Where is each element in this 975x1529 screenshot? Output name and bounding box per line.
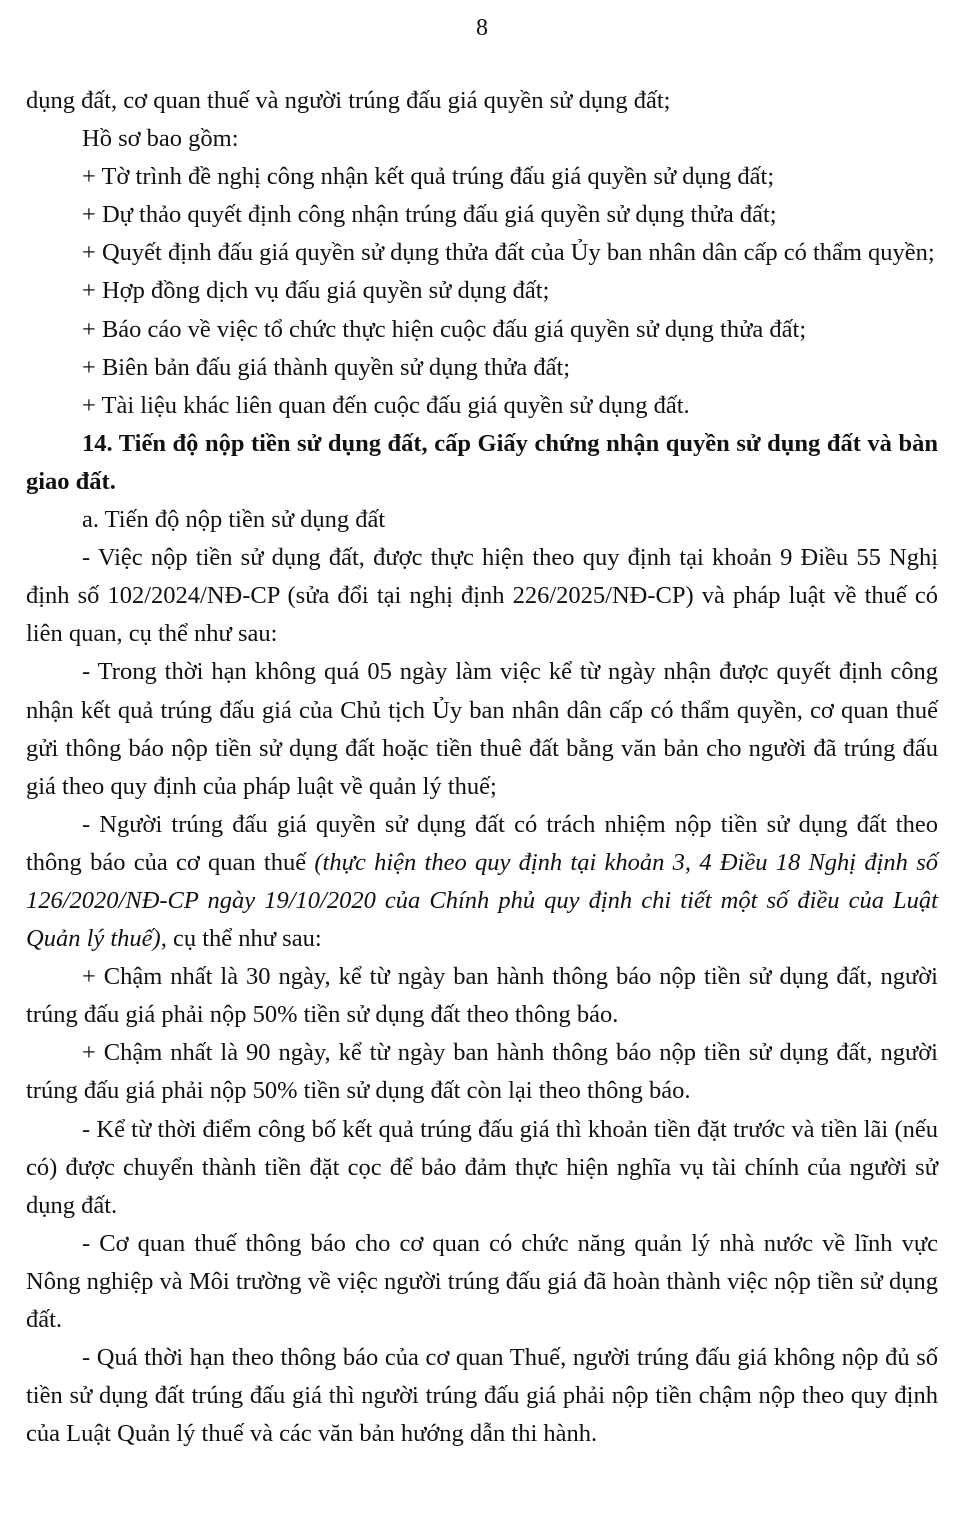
paragraph: - Kể từ thời điểm công bố kết quả trúng đấu giá thì khoản tiền đặt trước và tiền lãi (nếu có) được chuyển thành tiền đặt cọc để bảo đảm thực hiện nghĩa vụ tài chính của người sử dụng đất.: [26, 1115, 938, 1219]
list-item: + Dự thảo quyết định công nhận trúng đấu giá quyền sử dụng thửa đất;: [82, 201, 777, 229]
page-number: 8: [476, 15, 488, 41]
list-item: + Quyết định đấu giá quyền sử dụng thửa đất của Ủy ban nhân dân cấp có thẩm quyền;: [82, 239, 935, 267]
section-heading: 14. Tiến độ nộp tiền sử dụng đất, cấp Giấy chứng nhận quyền sử dụng đất và bàn giao đất.: [26, 429, 938, 495]
list-item: + Biên bản đấu giá thành quyền sử dụng thửa đất;: [82, 353, 571, 381]
paragraph: Hồ sơ bao gồm:: [82, 125, 239, 153]
subsection-heading: a. Tiến độ nộp tiền sử dụng đất: [82, 506, 386, 534]
list-item: + Hợp đồng dịch vụ đấu giá quyền sử dụng đất;: [82, 277, 550, 305]
paragraph: - Cơ quan thuế thông báo cho cơ quan có chức năng quản lý nhà nước về lĩnh vực Nông nghiệp và Môi trường về việc người trúng đấu giá đã hoàn thành việc nộp tiền sử dụng đất.: [26, 1229, 938, 1333]
paragraph-text: - Người trúng đấu giá quyền sử dụng đất có trách nhiệm nộp tiền sử dụng đất theo thông báo của cơ quan thuế: [26, 810, 938, 876]
paragraph-text: cụ thể như sau:: [166, 925, 322, 953]
document-page: [26, 12, 938, 1453]
paragraph: - Việc nộp tiền sử dụng đất, được thực hiện theo quy định tại khoản 9 Điều 55 Nghị định số 102/2024/NĐ-CP (sửa đổi tại nghị định 226/2025/NĐ-CP) và pháp luật về thuế có liên quan, cụ thể như sau:: [26, 544, 938, 648]
paragraph: [26, 806, 938, 958]
list-item: + Tài liệu khác liên quan đến cuộc đấu giá quyền sử dụng đất.: [82, 391, 690, 419]
paragraph: dụng đất, cơ quan thuế và người trúng đấu giá quyền sử dụng đất;: [26, 87, 671, 114]
list-item: + Tờ trình đề nghị công nhận kết quả trúng đấu giá quyền sử dụng đất;: [82, 163, 775, 191]
paragraph: - Trong thời hạn không quá 05 ngày làm việc kể từ ngày nhận được quyết định công nhận kết quả trúng đấu giá của Chủ tịch Ủy ban nhân dân cấp có thẩm quyền, cơ quan thuế gửi thông báo nộp tiền sử dụng đất hoặc tiền thuê đất bằng văn bản cho người đã trúng đấu giá theo quy định của pháp luật về quản lý thuế;: [26, 658, 938, 800]
paragraph: - Quá thời hạn theo thông báo của cơ quan Thuế, người trúng đấu giá không nộp đủ số tiền sử dụng đất trúng đấu giá thì người trúng đấu giá phải nộp tiền chậm nộp theo quy định của Luật Quản lý thuế và các văn bản hướng dẫn thi hành.: [26, 1344, 938, 1448]
list-item: + Báo cáo về việc tổ chức thực hiện cuộc đấu giá quyền sử dụng thửa đất;: [82, 315, 807, 343]
list-item: + Chậm nhất là 90 ngày, kể từ ngày ban hành thông báo nộp tiền sử dụng đất, người trúng đấu giá phải nộp 50% tiền sử dụng đất còn lại theo thông báo.: [26, 1039, 938, 1105]
list-item: + Chậm nhất là 30 ngày, kể từ ngày ban hành thông báo nộp tiền sử dụng đất, người trúng đấu giá phải nộp 50% tiền sử dụng đất theo thông báo.: [26, 963, 938, 1029]
legal-reference: (thực hiện theo quy định tại khoản 3, 4 Điều 18 Nghị định số 126/2020/NĐ-CP ngày 19/10/2020 của Chính phủ quy định chi tiết một số điều của Luật Quản lý thuế),: [26, 848, 938, 953]
